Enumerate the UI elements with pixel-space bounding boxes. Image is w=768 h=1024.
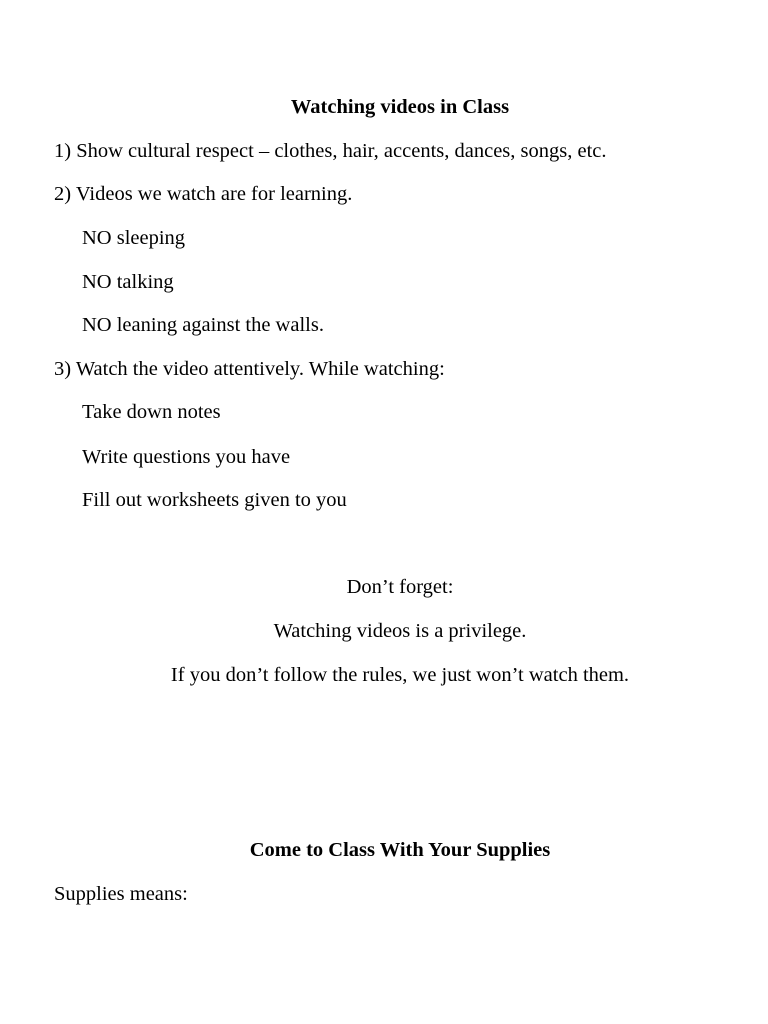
rule-2: 2) Videos we watch are for learning.: [54, 183, 353, 205]
rule-2-item: NO talking: [82, 271, 174, 293]
reminder-intro: Don’t forget:: [346, 576, 454, 598]
rule-3: 3) Watch the video attentively. While watching:: [54, 358, 445, 380]
supplies-intro: Supplies means:: [54, 883, 188, 905]
reminder-line-2: If you don’t follow the rules, we just won’t watch them.: [170, 664, 630, 686]
rule-2-item: NO sleeping: [82, 227, 186, 249]
reminder-line-1: Watching videos is a privilege.: [273, 620, 527, 642]
rule-3-item: Fill out worksheets given to you: [82, 489, 347, 511]
rule-2-item: NO leaning against the walls.: [82, 314, 324, 336]
rule-3-item: Take down notes: [82, 401, 221, 423]
rule-3-item: Write questions you have: [82, 446, 291, 468]
section-title-supplies: Come to Class With Your Supplies: [249, 839, 551, 861]
rule-1: 1) Show cultural respect – clothes, hair, accents, dances, songs, etc.: [54, 140, 607, 162]
section-title-watching-videos: Watching videos in Class: [290, 96, 510, 118]
